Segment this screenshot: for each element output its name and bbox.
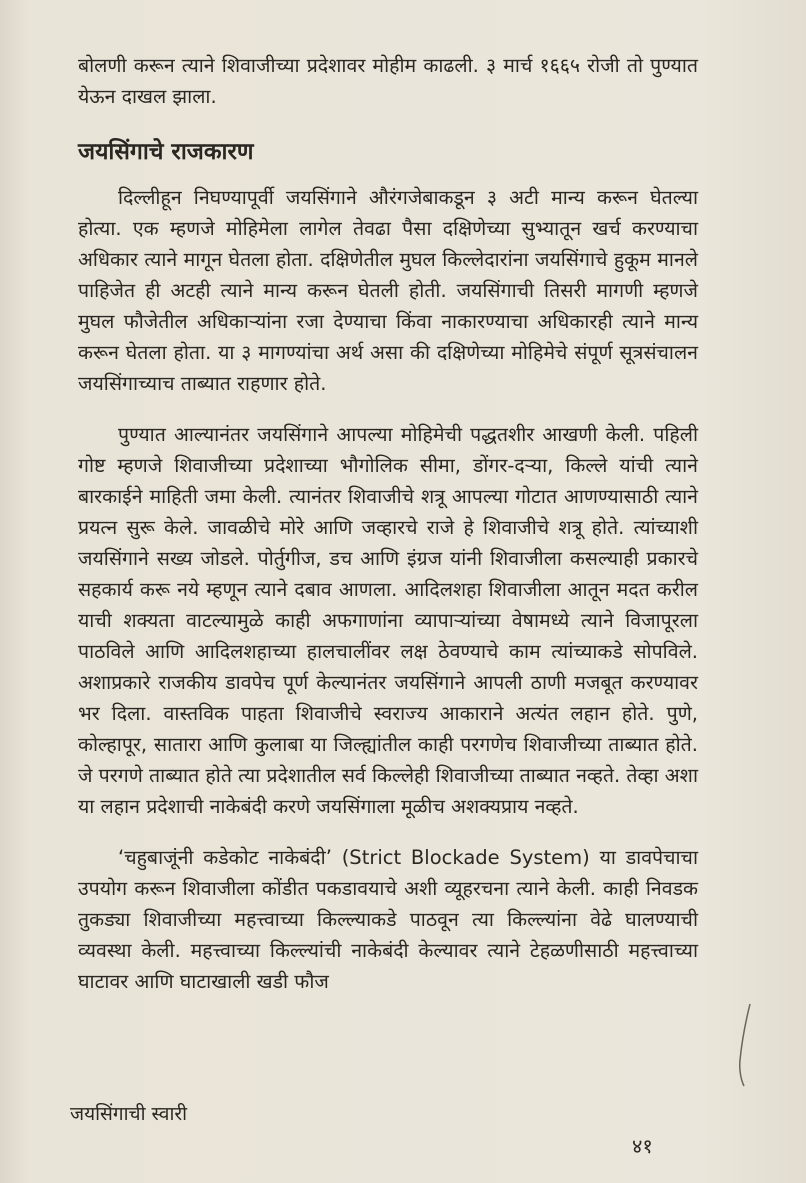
margin-pencil-mark — [732, 1000, 762, 1090]
intro-paragraph: बोलणी करून त्याने शिवाजीच्या प्रदेशावर मोहीम काढली. ३ मार्च १६६५ रोजी तो पुण्यात येऊन दाखल झाला. — [78, 54, 698, 108]
running-footer-title: जयसिंगाची स्वारी — [70, 1103, 188, 1125]
page-body — [78, 50, 698, 997]
body-paragraph-1: दिल्लीहून निघण्यापूर्वी जयसिंगाने औरंगजेबाकडून ३ अटी मान्य करून घेतल्या होत्या. एक म्हणजे मोहिमेला लागेल तेवढा पैसा दक्षिणेच्या सुभ्यातून खर्च करण्याचा अधिकार त्याने मागून घेतला होता. दक्षिणेतील मुघल किल्लेदारांना जयसिंगाचे हुकूम मानले पाहिजेत ही अटही त्याने मान्य करून घेतली होती. जयसिंगाची तिसरी मागणी म्हणजे मुघल फौजेतील अधिकाऱ्यांना रजा देण्याचा किंवा नाकारण्याचा अधिकारही त्याने मान्य करून घेतला होता. या ३ मागण्यांचा अर्थ असा की दक्षिणेच्या मोहिमेचे संपूर्ण सूत्रसंचालन जयसिंगाच्याच ताब्यात राहणार होते. — [78, 186, 698, 395]
page-number: ४१ — [632, 1134, 653, 1158]
section-heading: जयसिंगाचे राजकारण — [78, 139, 254, 165]
body-paragraph-3: ‘चहुबाजूंनी कडेकोट नाकेबंदी’ (Strict Blockade System) या डावपेचाचा उपयोग करून शिवाजीला कोंडीत पकडावयाचे अशी व्यूहरचना त्याने केली. काही निवडक तुकड्या शिवाजीच्या महत्त्वाच्या किल्ल्याकडे पाठवून त्या किल्ल्यांना वेढे घालण्याची व्यवस्था केली. महत्त्वाच्या किल्ल्यांची नाकेबंदी केल्यावर त्याने टेहळणीसाठी महत्त्वाच्या घाटावर आणि घाटाखाली खडी फौज — [78, 846, 698, 993]
body-paragraph-2: पुण्यात आल्यानंतर जयसिंगाने आपल्या मोहिमेची पद्धतशीर आखणी केली. पहिली गोष्ट म्हणजे शिवाजीच्या प्रदेशाच्या भौगोलिक सीमा, डोंगर-दऱ्या, किल्ले यांची त्याने बारकाईने माहिती जमा केली. त्यानंतर शिवाजीचे शत्रू आपल्या गोटात आणण्यासाठी त्याने प्रयत्न सुरू केले. जावळीचे मोरे आणि जव्हारचे राजे हे शिवाजीचे शत्रू होते. त्यांच्याशी जयसिंगाने सख्य जोडले. पोर्तुगीज, डच आणि इंग्रज यांनी शिवाजीला कसल्याही प्रकारचे सहकार्य करू नये म्हणून त्याने दबाव आणला. आदिलशहा शिवाजीला आतून मदत करील याची शक्यता वाटल्यामुळे काही अफगाणांना व्यापाऱ्यांच्या वेषामध्ये त्याने विजापूरला पाठविले आणि आदिलशहाच्या हालचालींवर लक्ष ठेवण्याचे काम त्यांच्याकडे सोपविले. अशाप्रकारे राजकीय डावपेच पूर्ण केल्यानंतर जयसिंगाने आपली ठाणी मजबूत करण्यावर भर दिला. वास्तविक पाहता शिवाजीचे स्वराज्य आकाराने अत्यंत लहान होते. पुणे, कोल्हापूर, सातारा आणि कुलाबा या जिल्ह्यांतील काही परगणेच शिवाजीच्या ताब्यात होते. जे परगणे ताब्यात होते त्या प्रदेशातील सर्व किल्लेही शिवाजीच्या ताब्यात नव्हते. तेव्हा अशा या लहान प्रदेशाची नाकेबंदी करणे जयसिंगाला मूळीच अशक्यप्राय नव्हते. — [78, 423, 698, 818]
